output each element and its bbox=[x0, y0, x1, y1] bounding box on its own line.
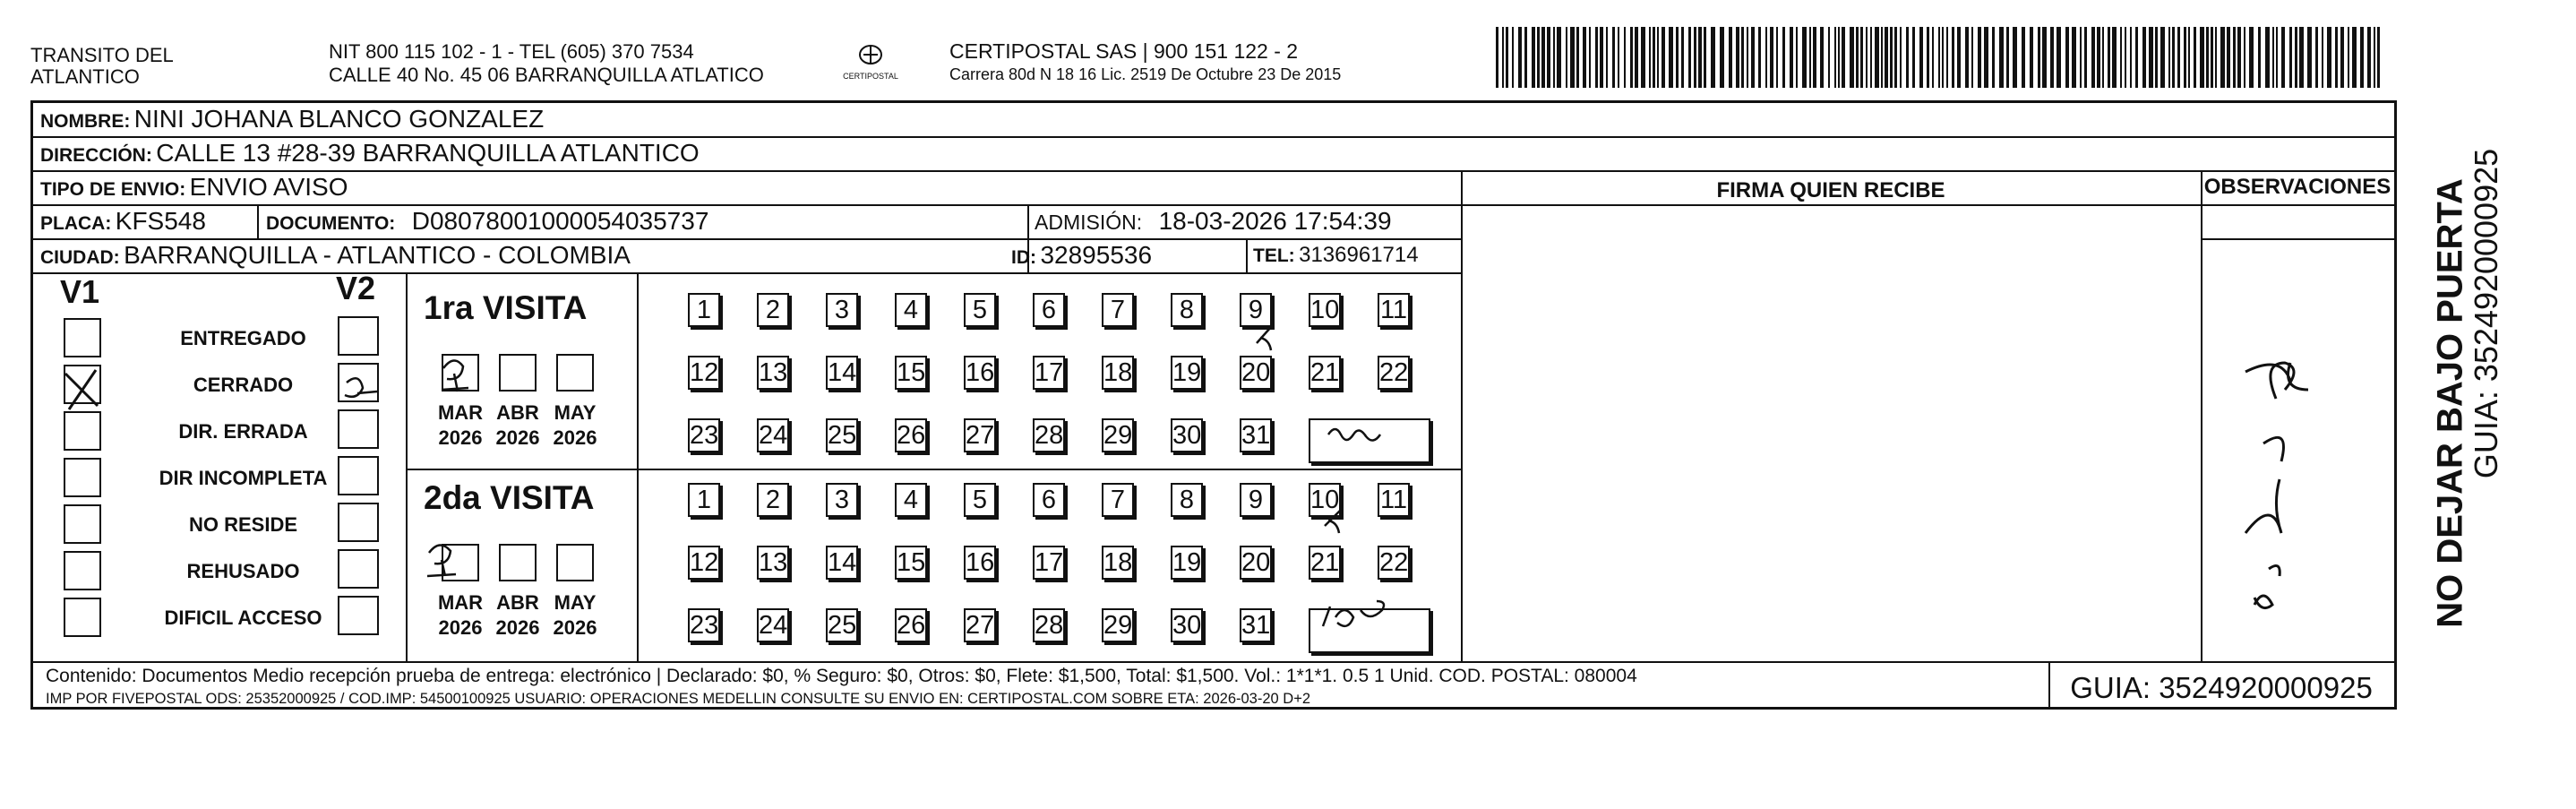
handwriting-layer bbox=[33, 103, 2394, 661]
barcode-bar bbox=[1694, 27, 1696, 88]
barcode-bar bbox=[2112, 27, 2117, 88]
barcode-bar bbox=[1782, 27, 1785, 88]
checkmark-v2-cerrado bbox=[345, 378, 377, 397]
time-mark-visit2 bbox=[1323, 601, 1384, 626]
barcode-bar bbox=[2322, 27, 2323, 88]
day-box: 7 bbox=[1102, 483, 1134, 517]
day-box: 24 bbox=[757, 608, 789, 642]
barcode-bar bbox=[1875, 27, 1879, 88]
month-label: ABR bbox=[496, 591, 539, 614]
barcode-bar bbox=[1518, 27, 1522, 88]
day-box: 6 bbox=[1033, 293, 1065, 327]
barcode-bar bbox=[2352, 27, 2357, 88]
barcode-bar bbox=[2172, 27, 2175, 88]
day-box: 10 bbox=[1309, 293, 1341, 327]
day-box: 27 bbox=[964, 608, 996, 642]
barcode-bar bbox=[2108, 27, 2110, 88]
barcode-bar bbox=[1649, 27, 1651, 88]
barcode-bar bbox=[1866, 27, 1868, 88]
barcode-bar bbox=[1747, 27, 1748, 88]
day-box: 25 bbox=[826, 418, 858, 452]
barcode-bar bbox=[2065, 27, 2069, 88]
ciudad-label: CIUDAD: bbox=[40, 247, 120, 268]
barcode-bar bbox=[2206, 27, 2209, 88]
certipostal-logo bbox=[833, 41, 908, 91]
barcode-bar bbox=[2168, 27, 2170, 88]
barcode-bar bbox=[1688, 27, 1691, 88]
month-label: ABR bbox=[496, 401, 539, 424]
barcode-bar bbox=[2097, 27, 2100, 88]
barcode-bar bbox=[2249, 27, 2254, 88]
barcode-bar bbox=[1758, 27, 1761, 88]
day-box: 8 bbox=[1171, 483, 1203, 517]
barcode-bar bbox=[2295, 27, 2297, 88]
barcode-bar bbox=[1912, 27, 1915, 88]
barcode-bar bbox=[1502, 27, 1504, 88]
sender-nit-line: NIT 800 115 102 - 1 - TEL (605) 370 7534 bbox=[329, 40, 694, 63]
day-box: 28 bbox=[1033, 418, 1065, 452]
barcode-bar bbox=[1624, 27, 1626, 88]
id-label: ID: bbox=[1011, 247, 1036, 268]
barcode-bar bbox=[2258, 27, 2261, 88]
nombre-label: NOMBRE: bbox=[40, 111, 131, 132]
barcode-bar bbox=[2057, 27, 2061, 88]
year-label: 2026 bbox=[495, 426, 540, 449]
day-box: 16 bbox=[964, 546, 996, 580]
day-box: 5 bbox=[964, 483, 996, 517]
barcode-bar bbox=[1711, 27, 1715, 88]
status-label: DIFICIL ACCESO bbox=[164, 607, 322, 629]
barcode-bar bbox=[1736, 27, 1739, 88]
barcode-bar bbox=[1669, 27, 1673, 88]
barcode-bar bbox=[1838, 27, 1840, 88]
day-box: 26 bbox=[895, 608, 927, 642]
first-visit-title: 1ra VISITA bbox=[424, 289, 588, 326]
admision-label: ADMISIÓN: bbox=[1035, 211, 1143, 234]
barcode-bar bbox=[1681, 27, 1684, 88]
day-box: 13 bbox=[757, 546, 789, 580]
barcode-bar bbox=[1576, 27, 1579, 88]
barcode-bar bbox=[1612, 27, 1615, 88]
barcode-bar bbox=[2091, 27, 2095, 88]
day-box: 14 bbox=[826, 546, 858, 580]
month-label: MAY bbox=[554, 401, 597, 424]
barcode-bar bbox=[2188, 27, 2190, 88]
barcode-bar bbox=[1566, 27, 1567, 88]
tel-value: 3136961714 bbox=[1299, 243, 1419, 267]
barcode-bar bbox=[2050, 27, 2054, 88]
year-label: 2026 bbox=[553, 616, 597, 639]
day-box: 1 bbox=[688, 293, 720, 327]
day-mark-visit1 bbox=[1257, 327, 1271, 350]
barcode-bar bbox=[1553, 27, 1555, 88]
barcode-bar bbox=[2006, 27, 2009, 88]
day-box: 16 bbox=[964, 356, 996, 390]
barcode-bar bbox=[2367, 27, 2371, 88]
month-mark-visit1 bbox=[442, 360, 468, 392]
barcode-bar bbox=[2244, 27, 2245, 88]
day-box: 8 bbox=[1171, 293, 1203, 327]
day-box: 15 bbox=[895, 546, 927, 580]
barcode-bar bbox=[1890, 27, 1893, 88]
barcode-bar bbox=[1957, 27, 1961, 88]
status-label: DIR. ERRADA bbox=[178, 420, 308, 443]
day-box: 29 bbox=[1102, 418, 1134, 452]
barcode-bar bbox=[1885, 27, 1888, 88]
month-label: MAY bbox=[554, 591, 597, 614]
observation-handwriting bbox=[2245, 363, 2308, 608]
time-mark-visit1 bbox=[1328, 429, 1380, 441]
barcode-bar bbox=[1653, 27, 1655, 88]
barcode-bar bbox=[1790, 27, 1793, 88]
barcode-bar bbox=[2233, 27, 2236, 88]
nombre-value: NINI JOHANA BLANCO GONZALEZ bbox=[133, 105, 545, 133]
barcode-bar bbox=[2149, 27, 2153, 88]
barcode-bar bbox=[1557, 27, 1561, 88]
day-box: 27 bbox=[964, 418, 996, 452]
barcode-bar bbox=[2130, 27, 2132, 88]
barcode-bar bbox=[1765, 27, 1767, 88]
year-label: 2026 bbox=[438, 616, 483, 639]
barcode-bar bbox=[1971, 27, 1973, 88]
barcode-bar bbox=[2120, 27, 2122, 88]
imp-line: IMP POR FIVEPOSTAL ODS: 25352000925 / COD.IMP: 54500100925 USUARIO: OPERACIONES MEDELLIN CONSULTE SU ENVIO EN: CERTIPOSTAL.COM SOBRE ETA: 2026-03-20 D+2 bbox=[46, 691, 1311, 707]
status-label: NO RESIDE bbox=[188, 513, 298, 536]
direccion-label: DIRECCIÓN: bbox=[40, 145, 152, 166]
contenido-line: Contenido: Documentos Medio recepción prueba de entrega: electrónico | Declarado: $0, % Seguro: $0, Otros: $0, Flete: $1,500, Total: $1,500. Vol.: 1*1*1. 0.5 1 Unid. COD. POSTAL: 080004 bbox=[46, 666, 1637, 686]
day-box: 11 bbox=[1378, 483, 1410, 517]
barcode-bar bbox=[1965, 27, 1969, 88]
barcode-bar bbox=[1770, 27, 1773, 88]
day-box: 17 bbox=[1033, 356, 1065, 390]
barcode-bar bbox=[2374, 27, 2375, 88]
logo-text: CERTIPOSTAL bbox=[843, 72, 898, 81]
barcode-bar bbox=[1657, 27, 1659, 88]
barcode-bar bbox=[2315, 27, 2318, 88]
day-box: 30 bbox=[1171, 608, 1203, 642]
barcode-bar bbox=[2227, 27, 2230, 88]
day-box: 20 bbox=[1240, 546, 1272, 580]
barcode-bar bbox=[2272, 27, 2274, 88]
sender-name-line2: ATLANTICO bbox=[30, 65, 140, 88]
barcode-bar bbox=[1532, 27, 1535, 88]
barcode-bar bbox=[1942, 27, 1944, 88]
barcode-bar bbox=[2072, 27, 2076, 88]
day-box: 9 bbox=[1240, 483, 1272, 517]
barcode-bar bbox=[2377, 27, 2380, 88]
barcode-bar bbox=[2307, 27, 2312, 88]
barcode-bar bbox=[1900, 27, 1902, 88]
barcode-bar bbox=[2194, 27, 2196, 88]
barcode-bar bbox=[1860, 27, 1863, 88]
barcode-bar bbox=[1919, 27, 1923, 88]
day-box: 14 bbox=[826, 356, 858, 390]
day-box: 23 bbox=[688, 418, 720, 452]
barcode-bar bbox=[1570, 27, 1575, 88]
barcode-bar bbox=[2080, 27, 2082, 88]
barcode-bar bbox=[1906, 27, 1909, 88]
barcode-bar bbox=[1496, 27, 1498, 88]
barcode-bar bbox=[2335, 27, 2338, 88]
barcode-bar bbox=[1751, 27, 1755, 88]
barcode-bar bbox=[1870, 27, 1872, 88]
ciudad-value: BARRANQUILLA - ATLANTICO - COLOMBIA bbox=[124, 241, 631, 269]
day-box: 18 bbox=[1102, 546, 1134, 580]
barcode-bar bbox=[1802, 27, 1807, 88]
documento-label: DOCUMENTO: bbox=[266, 213, 396, 234]
id-value: 32895536 bbox=[1040, 241, 1153, 269]
tipo-envio-value: ENVIO AVISO bbox=[189, 173, 348, 201]
admision-value: 18-03-2026 17:54:39 bbox=[1158, 207, 1392, 235]
day-box: 22 bbox=[1378, 356, 1410, 390]
barcode-bar bbox=[2184, 27, 2186, 88]
barcode-bar bbox=[1741, 27, 1744, 88]
barcode-bar bbox=[2177, 27, 2180, 88]
day-box: 20 bbox=[1240, 356, 1272, 390]
barcode-bar bbox=[1894, 27, 1897, 88]
barcode-bar bbox=[1992, 27, 1995, 88]
month-label: MAR bbox=[437, 401, 484, 424]
status-label: DIR INCOMPLETA bbox=[159, 467, 328, 489]
barcode-bar bbox=[1698, 27, 1702, 88]
barcode-bar bbox=[1809, 27, 1811, 88]
carrier-license-line: Carrera 80d N 18 16 Lic. 2519 De Octubre 23 De 2015 bbox=[949, 65, 1342, 83]
barcode-bar bbox=[2211, 27, 2213, 88]
barcode-bar bbox=[1600, 27, 1603, 88]
barcode-bar bbox=[1776, 27, 1778, 88]
day-box: 2 bbox=[757, 293, 789, 327]
barcode-bar bbox=[1978, 27, 1981, 88]
barcode-bar bbox=[1547, 27, 1550, 88]
day-box: 7 bbox=[1102, 293, 1134, 327]
barcode-bar bbox=[2160, 27, 2165, 88]
barcode-bar bbox=[1524, 27, 1527, 88]
day-mark-visit2 bbox=[1325, 510, 1341, 533]
status-label: ENTREGADO bbox=[180, 327, 306, 349]
year-label: 2026 bbox=[553, 426, 597, 449]
day-box: 26 bbox=[895, 418, 927, 452]
day-box: 12 bbox=[688, 546, 720, 580]
day-box: 28 bbox=[1033, 608, 1065, 642]
carrier-line: CERTIPOSTAL SAS | 900 151 122 - 2 bbox=[949, 39, 1299, 63]
barcode-bar bbox=[2289, 27, 2292, 88]
barcode-bar bbox=[1927, 27, 1929, 88]
barcode-bar bbox=[1796, 27, 1798, 88]
documento-value: D08078001000054035737 bbox=[411, 207, 709, 235]
v1-header: V1 bbox=[60, 273, 100, 310]
month-mark-visit2 bbox=[427, 545, 456, 576]
barcode-bar bbox=[2237, 27, 2241, 88]
barcode-bar bbox=[2265, 27, 2270, 88]
second-visit-title: 2da VISITA bbox=[424, 479, 595, 516]
month-label: MAR bbox=[437, 591, 484, 614]
day-box: 31 bbox=[1240, 418, 1272, 452]
barcode-bar bbox=[2215, 27, 2217, 88]
barcode bbox=[1496, 27, 2391, 88]
day-box: 24 bbox=[757, 418, 789, 452]
day-box: 23 bbox=[688, 608, 720, 642]
certipostal-logo-mark bbox=[833, 41, 908, 91]
sender-address-line: CALLE 40 No. 45 06 BARRANQUILLA ATLATICO bbox=[329, 64, 764, 86]
barcode-bar bbox=[2360, 27, 2364, 88]
day-box: 10 bbox=[1309, 483, 1341, 517]
placa-value: KFS548 bbox=[115, 207, 206, 235]
barcode-bar bbox=[1850, 27, 1854, 88]
barcode-bar bbox=[1813, 27, 1816, 88]
barcode-bar bbox=[2042, 27, 2047, 88]
day-box: 1 bbox=[688, 483, 720, 517]
day-box: 6 bbox=[1033, 483, 1065, 517]
day-box: 21 bbox=[1309, 356, 1341, 390]
day-box: 21 bbox=[1309, 546, 1341, 580]
day-box: 9 bbox=[1240, 293, 1272, 327]
barcode-bar bbox=[1635, 27, 1638, 88]
shipping-label-form bbox=[30, 100, 2397, 710]
day-box: 4 bbox=[895, 293, 927, 327]
barcode-bar bbox=[1662, 27, 1665, 88]
observaciones-header: OBSERVACIONES bbox=[2203, 175, 2391, 199]
firma-header: FIRMA QUIEN RECIBE bbox=[1716, 178, 1945, 202]
side-guia: GUIA: 3524920000925 bbox=[2468, 148, 2504, 479]
barcode-bar bbox=[2013, 27, 2017, 88]
barcode-bar bbox=[2220, 27, 2225, 88]
barcode-bar bbox=[1952, 27, 1954, 88]
barcode-bar bbox=[1938, 27, 1940, 88]
status-label: CERRADO bbox=[193, 374, 294, 396]
barcode-bar bbox=[1676, 27, 1679, 88]
barcode-bar bbox=[1589, 27, 1591, 88]
day-box: 19 bbox=[1171, 546, 1203, 580]
barcode-bar bbox=[2276, 27, 2278, 88]
barcode-bar bbox=[2142, 27, 2146, 88]
day-box: 11 bbox=[1378, 293, 1410, 327]
barcode-bar bbox=[1606, 27, 1608, 88]
year-label: 2026 bbox=[495, 616, 540, 639]
barcode-bar bbox=[1630, 27, 1633, 88]
barcode-bar bbox=[1641, 27, 1645, 88]
barcode-bar bbox=[1932, 27, 1934, 88]
barcode-bar bbox=[1537, 27, 1540, 88]
barcode-bar bbox=[1729, 27, 1732, 88]
barcode-bar bbox=[2022, 27, 2025, 88]
barcode-bar bbox=[1946, 27, 1948, 88]
barcode-bar bbox=[2299, 27, 2304, 88]
barcode-graphic bbox=[1496, 27, 2391, 88]
barcode-bar bbox=[1506, 27, 1508, 88]
day-box: 4 bbox=[895, 483, 927, 517]
day-box: 30 bbox=[1171, 418, 1203, 452]
barcode-bar bbox=[2038, 27, 2040, 88]
barcode-bar bbox=[1541, 27, 1545, 88]
barcode-bar bbox=[2200, 27, 2204, 88]
year-label: 2026 bbox=[438, 426, 483, 449]
barcode-bar bbox=[1595, 27, 1598, 88]
barcode-bar bbox=[1512, 27, 1514, 88]
v2-header: V2 bbox=[336, 270, 376, 306]
barcode-bar bbox=[1820, 27, 1824, 88]
barcode-bar bbox=[2102, 27, 2104, 88]
day-box: 12 bbox=[688, 356, 720, 390]
barcode-bar bbox=[2030, 27, 2033, 88]
barcode-bar bbox=[1856, 27, 1859, 88]
footer-guia: GUIA: 3524920000925 bbox=[2070, 671, 2373, 704]
barcode-bar bbox=[2155, 27, 2158, 88]
day-box: 15 bbox=[895, 356, 927, 390]
barcode-bar bbox=[1618, 27, 1619, 88]
day-box: 22 bbox=[1378, 546, 1410, 580]
barcode-bar bbox=[1999, 27, 2004, 88]
tipo-envio-label: TIPO DE ENVIO: bbox=[40, 179, 186, 200]
barcode-bar bbox=[1984, 27, 1988, 88]
barcode-bar bbox=[2135, 27, 2138, 88]
direccion-value: CALLE 13 #28-39 BARRANQUILLA ATLANTICO bbox=[156, 139, 700, 167]
barcode-bar bbox=[1704, 27, 1706, 88]
barcode-bar bbox=[1834, 27, 1836, 88]
checkmark-v1-cerrado bbox=[65, 370, 98, 409]
barcode-bar bbox=[2348, 27, 2349, 88]
day-box: 17 bbox=[1033, 546, 1065, 580]
barcode-bar bbox=[1583, 27, 1586, 88]
barcode-bar bbox=[2327, 27, 2331, 88]
barcode-bar bbox=[2084, 27, 2087, 88]
day-box: 3 bbox=[826, 293, 858, 327]
placa-label: PLACA: bbox=[40, 213, 112, 234]
barcode-bar bbox=[1720, 27, 1724, 88]
barcode-bar bbox=[2281, 27, 2285, 88]
sender-name-line1: TRANSITO DEL bbox=[30, 44, 174, 66]
day-box: 31 bbox=[1240, 608, 1272, 642]
day-box: 29 bbox=[1102, 608, 1134, 642]
barcode-bar bbox=[1828, 27, 1830, 88]
day-box: 13 bbox=[757, 356, 789, 390]
tel-label: TEL: bbox=[1253, 245, 1295, 266]
day-box: 3 bbox=[826, 483, 858, 517]
day-box: 2 bbox=[757, 483, 789, 517]
day-box: 18 bbox=[1102, 356, 1134, 390]
day-box: 19 bbox=[1171, 356, 1203, 390]
barcode-bar bbox=[1881, 27, 1883, 88]
no-dejar-warning: NO DEJAR BAJO PUERTA bbox=[2430, 178, 2470, 628]
day-box: 5 bbox=[964, 293, 996, 327]
barcode-bar bbox=[2125, 27, 2126, 88]
barcode-bar bbox=[2340, 27, 2344, 88]
barcode-bar bbox=[1842, 27, 1845, 88]
day-box: 25 bbox=[826, 608, 858, 642]
status-label: REHUSADO bbox=[186, 560, 300, 582]
